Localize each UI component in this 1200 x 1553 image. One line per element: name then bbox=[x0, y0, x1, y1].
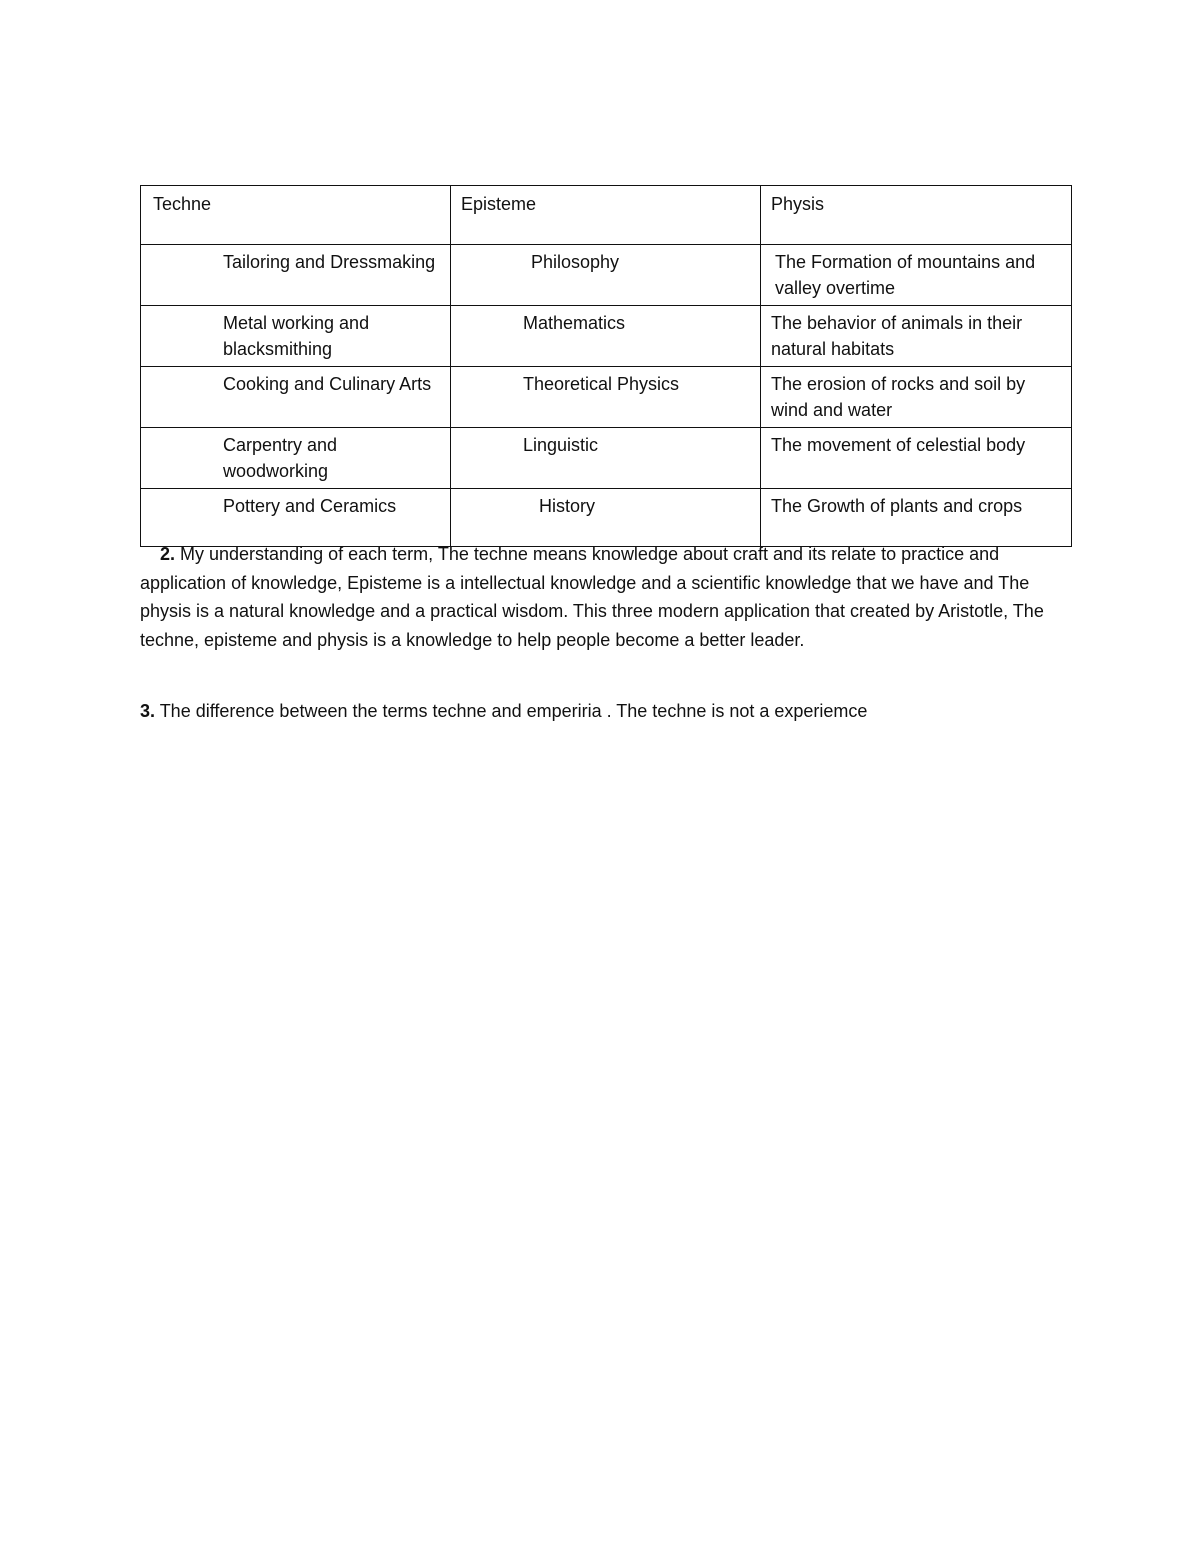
techne-cell: Tailoring and Dressmaking bbox=[141, 245, 451, 306]
answer-number: 2. bbox=[160, 544, 176, 564]
techne-cell: Metal working and blacksmithing bbox=[141, 306, 451, 367]
episteme-cell: Mathematics bbox=[451, 306, 761, 367]
answer-number: 3. bbox=[140, 701, 156, 721]
techne-cell: Carpentry and woodworking bbox=[141, 428, 451, 489]
physis-cell: The movement of celestial body bbox=[761, 428, 1072, 489]
episteme-cell: History bbox=[451, 489, 761, 547]
techne-cell: Cooking and Culinary Arts bbox=[141, 367, 451, 428]
answer-text: My understanding of each term, The techne means knowledge about craft and its relate to practice and application of knowledge, Episteme is a intellectual knowledge and a scientific knowledge that we have and The physis is a natural knowledge and a practical wisdom. This three modern application that created by Aristotle, The techne, episteme and physis is a knowledge to help people become a better leader. bbox=[140, 544, 1044, 650]
physis-cell: The Formation of mountains and valley overtime bbox=[761, 245, 1072, 306]
answer-text: The difference between the terms techne and emperiria . The techne is not a experiemce bbox=[155, 701, 868, 721]
table-row bbox=[141, 367, 1072, 428]
table-row bbox=[141, 306, 1072, 367]
header-techne: Techne bbox=[141, 186, 451, 245]
table-row bbox=[141, 489, 1072, 547]
table-row bbox=[141, 245, 1072, 306]
episteme-cell: Linguistic bbox=[451, 428, 761, 489]
header-episteme: Episteme bbox=[451, 186, 761, 245]
techne-cell: Pottery and Ceramics bbox=[141, 489, 451, 547]
physis-cell: The erosion of rocks and soil by wind and water bbox=[761, 367, 1072, 428]
header-physis: Physis bbox=[761, 186, 1072, 245]
answer-paragraph-3 bbox=[140, 697, 1060, 726]
episteme-cell: Theoretical Physics bbox=[451, 367, 761, 428]
knowledge-types-table bbox=[140, 185, 1072, 547]
physis-cell: The Growth of plants and crops bbox=[761, 489, 1072, 547]
episteme-cell: Philosophy bbox=[451, 245, 761, 306]
physis-cell: The behavior of animals in their natural habitats bbox=[761, 306, 1072, 367]
table-header-row bbox=[141, 186, 1072, 245]
answer-paragraph-2 bbox=[140, 540, 1060, 654]
table-row bbox=[141, 428, 1072, 489]
